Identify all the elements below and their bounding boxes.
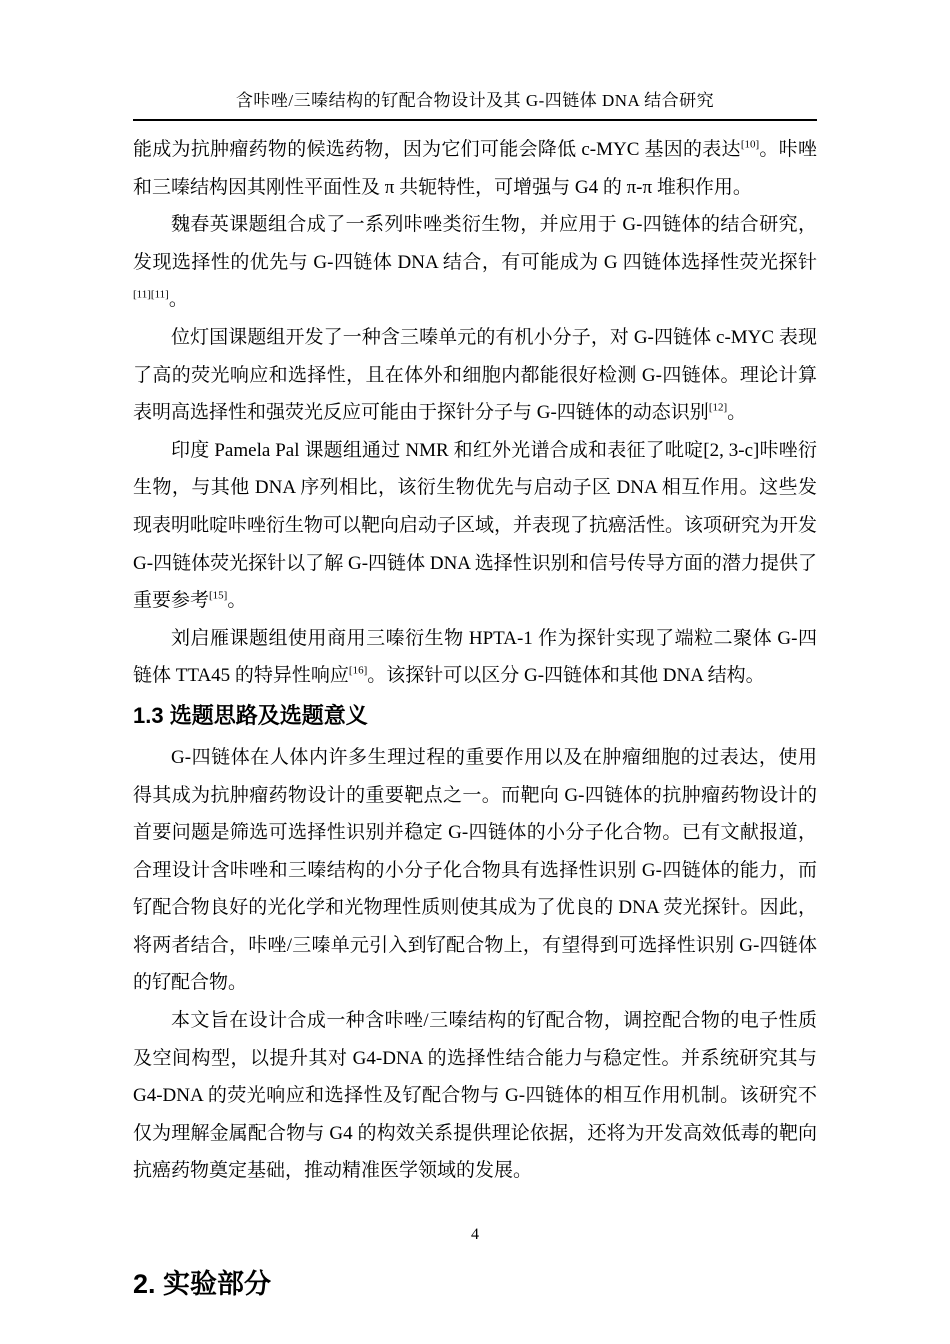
paragraph-1 <box>133 131 817 206</box>
paragraph-text: 魏春英课题组合成了一系列咔唑类衍生物，并应用于 G-四链体的结合研究，发现选择性的优先与 G-四链体 DNA 结合，有可能成为 G 四链体选择性荧光探针 <box>133 214 817 273</box>
paragraph-text: G-四链体在人体内许多生理过程的重要作用以及在肿瘤细胞的过表达，使用得其成为抗肿瘤药物设计的重要靶点之一。而靶向 G-四链体的抗肿瘤药物设计的首要问题是筛选可选择性识别并稳定 G-四链体的小分子化合物。已有文献报道，合理设计含咔唑和三嗪结构的小分子化合物具有选择性识别 G-四链体的能力，而钌配合物良好的光化学和光物理性质则使其成为了优良的 DNA 荧光探针。因此，将两者结合，咔唑/三嗪单元引入到钌配合物上，有望得到可选择性识别 G-四链体的钌配合物。 <box>133 746 817 994</box>
paragraph-text: 。 <box>168 289 188 311</box>
paragraph-6 <box>133 739 817 1002</box>
paragraph-text: 。该探针可以区分 G-四链体和其他 DNA 结构。 <box>367 665 765 687</box>
paragraph-text: 刘启雁课题组使用商用三嗪衍生物 HPTA-1 作为探针实现了端粒二聚体 G-四链体 TTA45 的特异性响应 <box>133 627 817 687</box>
paragraph-text: 。 <box>727 402 747 424</box>
page-header <box>133 86 817 121</box>
footnote-ref-10: [10] <box>740 138 760 151</box>
paragraph-text: 。 <box>227 590 247 612</box>
header-title: 含咔唑/三嗪结构的钌配合物设计及其 G-四链体 DNA 结合研究 <box>235 91 715 110</box>
paragraph-3 <box>133 319 817 432</box>
footnote-ref-12: [12] <box>708 401 728 414</box>
paragraph-5 <box>133 620 817 695</box>
footnote-ref-11: [11][11] <box>133 289 169 302</box>
paragraph-7 <box>133 1002 817 1190</box>
paragraph-text: 能成为抗肿瘤药物的候选药物，因为它们可能会降低 c-MYC 基因的表达 <box>133 139 741 160</box>
paragraph-text: 。咔唑和三嗪结构因其刚性平面性及 π 共轭特性，可增强与 G4 的 π-π 堆积作用。 <box>133 139 817 198</box>
page-body <box>133 131 817 1304</box>
section-heading-1-3: 1.3 选题思路及选题意义 <box>133 702 368 728</box>
paragraph-2 <box>133 206 817 319</box>
footnote-ref-16: [16] <box>348 664 368 677</box>
page-number: 4 <box>471 1226 479 1243</box>
footnote-ref-15: [15] <box>209 589 228 602</box>
paragraph-text: 位灯国课题组开发了一种含三嗪单元的有机小分子，对 G-四链体 c-MYC 表现了高的荧光响应和选择性，且在体外和细胞内都能很好检测 G-四链体。理论计算表明高选择性和强荧光反应可能由于探针分子与 G-四链体的动态识别 <box>133 326 817 424</box>
paragraph-text: 印度 Pamela Pal 课题组通过 NMR 和红外光谱合成和表征了吡啶[2, 3-c]咔唑衍生物，与其他 DNA 序列相比，该衍生物优先与启动子区 DNA 相互作用。这些发现表明吡啶咔唑衍生物可以靶向启动子区域，并表现了抗癌活性。该项研究为开发 G-四链体荧光探针以了解 G-四链体 DNA 选择性识别和信号传导方面的潜力提供了重要参考 <box>133 439 818 612</box>
section-heading-2: 2. 实验部分 <box>133 1269 272 1300</box>
paragraph-text: 本文旨在设计合成一种含咔唑/三嗪结构的钌配合物，调控配合物的电子性质及空间构型，以提升其对 G4-DNA 的选择性结合能力与稳定性。并系统研究其与 G4-DNA 的荧光响应和选择性及钌配合物与 G-四链体的相互作用机制。该研究不仅为理解金属配合物与 G4 的构效关系提供理论依据，还将为开发高效低毒的靶向抗癌药物奠定基础，推动精准医学领域的发展。 <box>133 1010 817 1182</box>
paragraph-4 <box>133 432 817 620</box>
